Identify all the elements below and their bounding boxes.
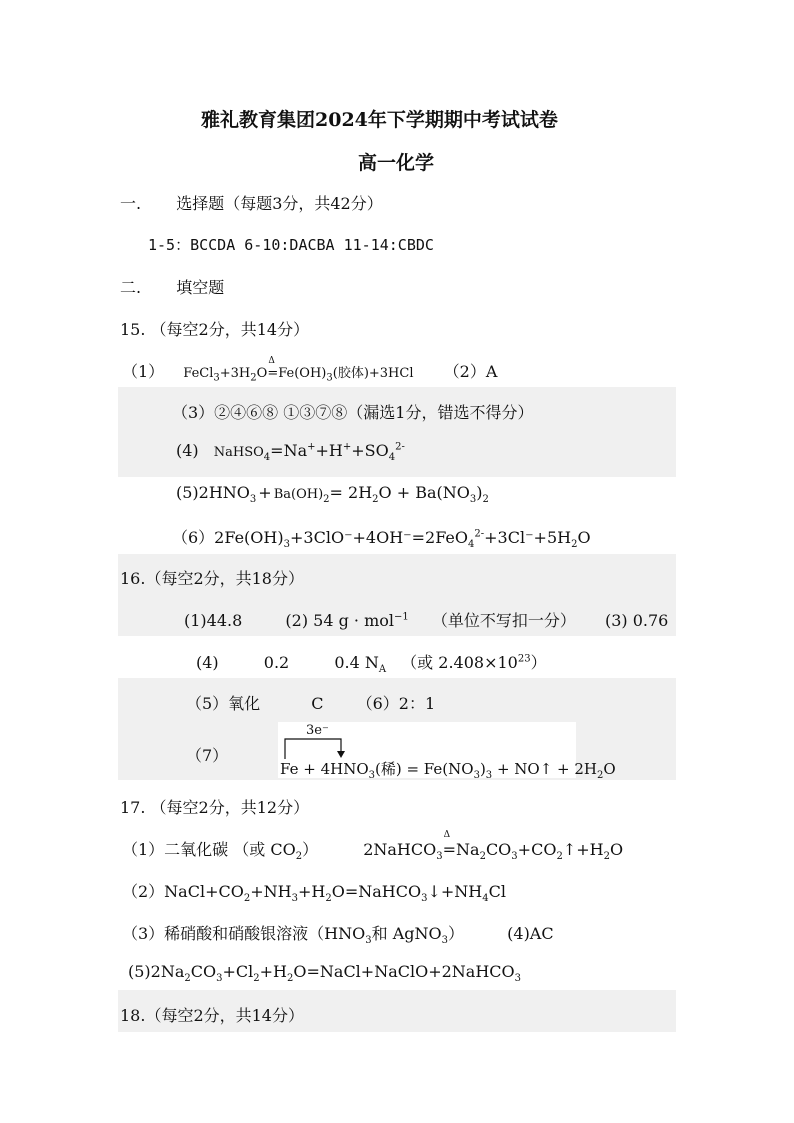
heat-symbol: Δ =Fe(OH) [267, 366, 326, 381]
eq-part: +NH [250, 882, 292, 901]
q15-line4 [176, 441, 405, 464]
q16-answer-5b: C [311, 694, 324, 713]
q16-answer-4a: 0.2 [263, 653, 290, 672]
eq-sub: 4 [388, 452, 396, 464]
eq-sup: 2- [474, 528, 485, 540]
eq-part: +3ClO⁻+4OH⁻=2FeO [290, 528, 469, 547]
eq-part: = 2H [329, 483, 373, 502]
eq-sup: 23 [517, 653, 531, 665]
eq-part: +3Cl⁻+5H [484, 528, 572, 547]
eq-part: ) [476, 483, 483, 502]
eq-part: O=NaCl+NaClO+2NaHCO [293, 962, 515, 981]
eq-part: +SO [351, 441, 389, 460]
eq-part: (5)2Na [128, 962, 185, 981]
q16-answer-4b: 0.4 $N_A$ [334, 653, 387, 676]
eq-sub: 3 [213, 372, 220, 384]
eq-part: O [577, 528, 591, 547]
eq-part: （3）稀硝酸和硝酸银溶液（HNO [122, 924, 366, 943]
eq-sub: 3 [365, 935, 372, 947]
q17-line3 [122, 921, 554, 947]
eq-sub: 2 [243, 893, 251, 905]
heat-symbol: Δ = [443, 840, 456, 859]
q16-note: （单位不写扣一分） [431, 611, 576, 630]
eq-part: (胶体)+3HCl [332, 366, 414, 381]
q15-line3: （3）②④⑥⑧ ①③⑦⑧（漏选1分，错选不得分） [172, 403, 534, 422]
q15-line5 [176, 483, 489, 506]
eq-part: 和 AgNO [371, 924, 442, 943]
eq-part: ） [302, 840, 319, 859]
q15-label-4: (4) [176, 441, 199, 460]
eq-part: 2NaHCO [363, 840, 437, 859]
eq-part: +3H [219, 366, 251, 381]
eq-part: +H [297, 882, 326, 901]
eq-sub: 2 [372, 494, 379, 506]
electron-label: 3e⁻ [306, 723, 329, 738]
eq-part: +CO [517, 840, 557, 859]
q16-line2 [196, 650, 547, 676]
eq-sub: 4 [468, 539, 475, 551]
eq-sub: 3 [421, 893, 428, 905]
eq-sub: 3 [283, 539, 290, 551]
eq-part: O [609, 840, 624, 859]
section1-heading [120, 191, 383, 214]
section1-number: 一. [120, 194, 142, 213]
eq-part: +Cl [222, 962, 254, 981]
q15-label-1: （1） [122, 362, 165, 381]
eq-part: =Na [270, 441, 308, 460]
eq-sub: 3 [326, 372, 333, 384]
eq-part: ） [530, 653, 547, 672]
eq-sub: 2 [603, 851, 610, 863]
q15-answer-2: （2）A [443, 362, 498, 381]
q15-header: 15. （每空2分，共14分） [120, 320, 310, 339]
eq-part: NaHSO [213, 445, 264, 460]
eq-part: O + Ba(NO [378, 483, 470, 502]
eq-part: (2) 54 g · mol [285, 611, 395, 630]
eq-part: （6）2Fe(OH) [172, 528, 284, 547]
eq-part: ↓+NH [427, 882, 483, 901]
eq-sub: 2 [597, 770, 604, 781]
eq-part: +H [259, 962, 287, 981]
page-title: 雅礼教育集团2024年下学期期中考试试卷 [201, 109, 558, 131]
q17-line2 [122, 879, 506, 905]
q17-answer-4: (4)AC [507, 924, 554, 943]
q17-line4 [128, 962, 522, 985]
q16-label-4: (4) [196, 653, 219, 672]
eq-sub: 3 [249, 494, 257, 506]
eq-sub: 2 [250, 372, 257, 384]
eq-part: Cl [488, 882, 506, 901]
eq-sub: 2 [571, 539, 578, 551]
q16-answer-4c [401, 653, 546, 672]
eq-part: + NO↑ + 2H [492, 760, 597, 778]
q16-answer-5a: （5）氧化 [186, 694, 261, 713]
eq-part: +H [315, 441, 343, 460]
eq-part: CO [485, 840, 512, 859]
eq-sub: 2 [323, 494, 330, 506]
eq-sub: 2 [287, 973, 294, 985]
section1-title: 选择题（每题3分，共42分） [176, 194, 383, 213]
eq-part: CO [190, 962, 217, 981]
eq-sub: 2 [295, 851, 303, 863]
q18-header: 18.（每空2分，共14分） [120, 1006, 304, 1025]
q16-header: 16.（每空2分，共18分） [120, 569, 304, 588]
eq-sub: 2 [482, 494, 489, 506]
eq-sub: 3 [368, 770, 375, 781]
q16-label-7: （7） [186, 746, 229, 765]
eq-part: （2）NaCl+CO [122, 882, 244, 901]
eq-part: O [603, 760, 616, 778]
q17-equation-1 [363, 840, 624, 863]
eq-sub: 2 [556, 851, 563, 863]
eq-part: （1）二氧化碳 （或 CO [122, 840, 296, 859]
electron-transfer-arrow [282, 736, 352, 760]
eq-part: + [258, 483, 272, 502]
eq-part: 0.4 N [334, 653, 379, 672]
eq-part: ↑+H [562, 840, 604, 859]
q16-equation-7 [280, 758, 616, 779]
eq-part: ） [448, 924, 465, 943]
q15-line6 [172, 525, 591, 551]
section2-heading [120, 275, 224, 298]
eq-sub: 3 [441, 935, 449, 947]
eq-sup: + [342, 441, 352, 453]
eq-sup: + [307, 441, 316, 453]
q17-line1 [122, 837, 624, 863]
eq-sub: 3 [485, 770, 493, 781]
q15-equation-4 [213, 441, 405, 464]
eq-sub: 4 [482, 893, 489, 905]
eq-part: O=NaHCO [331, 882, 422, 901]
eq-part: (5)2HNO [176, 483, 250, 502]
eq-sub: 3 [514, 973, 522, 985]
eq-part: FeCl [183, 366, 214, 381]
q16-line1 [184, 608, 668, 631]
section2-title: 填空题 [176, 278, 225, 297]
page-subtitle: 高一化学 [358, 152, 435, 174]
eq-sub: 3 [469, 494, 477, 506]
eq-sub: 3 [436, 851, 443, 863]
eq-sup: 2- [395, 441, 405, 453]
eq-part: Ba(OH) [273, 487, 324, 502]
eq-sub: 3 [473, 770, 480, 781]
eq-sub: 2 [479, 851, 486, 863]
eq-sub: 2 [325, 893, 332, 905]
q15-equation-1 [183, 366, 417, 384]
section2-number: 二. [120, 278, 142, 297]
q17-header: 17. （每空2分，共12分） [120, 798, 310, 817]
eq-sub: 3 [216, 973, 223, 985]
eq-part: ) [479, 760, 486, 778]
q16-answer-1: (1)44.8 [184, 611, 243, 630]
eq-sup: −1 [394, 611, 409, 623]
choice-answers: 1-5：BCCDA 6-10:DACBA 11-14:CBDC [148, 236, 434, 254]
eq-sub: 3 [291, 893, 298, 905]
eq-part: Na [456, 840, 480, 859]
eq-part: (稀) = Fe(NO [375, 760, 474, 778]
eq-sub: 2 [184, 973, 191, 985]
q15-line1 [122, 359, 497, 382]
eq-part: Fe + 4HNO [280, 760, 369, 778]
eq-part: O [256, 366, 268, 381]
q16-answer-6: （6）2：1 [356, 694, 436, 713]
eq-part: （或 2.408×10 [401, 653, 518, 672]
eq-sub: 2 [253, 973, 260, 985]
q16-line3 [186, 691, 435, 714]
eq-sub: 4 [263, 452, 271, 464]
q16-answer-3: (3) 0.76 [604, 611, 669, 630]
q16-answer-2 [285, 611, 408, 630]
eq-sub: 3 [511, 851, 518, 863]
